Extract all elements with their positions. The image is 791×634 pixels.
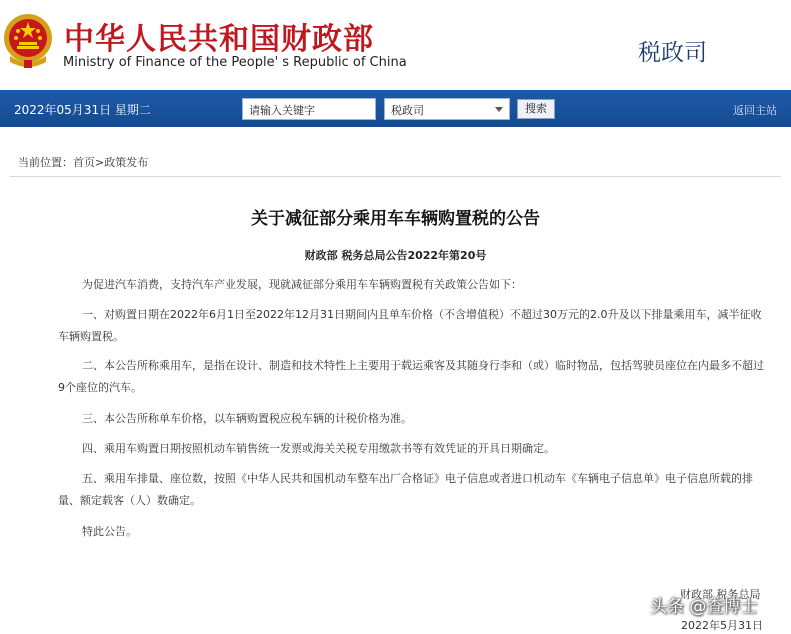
article-subtitle: 财政部 税务总局公告2022年第20号 [304,249,487,262]
breadcrumb [18,154,148,170]
article-title: 关于减征部分乘用车车辆购置税的公告 [251,209,540,229]
article-paragraph: 三、本公告所称单车价格，以车辆购置税应税车辆的计税价格为准。 [82,412,412,425]
article-paragraph: 五、乘用车排量、座位数，按照《中华人民共和国机动车整车出厂合格证》电子信息或者进口机动车《车辆电子信息单》电子信息所载的排量、额定载客（人）数确定。 [58,472,753,507]
breadcrumb-policy[interactable]: 政策发布 [104,156,149,169]
article-paragraph: 二、本公告所称乘用车，是指在设计、制造和技术特性上主要用于载运乘客及其随身行李和（或）临时物品，包括驾驶员座位在内最多不超过9个座位的汽车。 [58,359,764,394]
department-name: 税政司 [638,40,707,66]
divider [10,176,781,177]
home-link[interactable]: 返回主站 [733,104,777,117]
site-header [0,0,791,90]
breadcrumb-separator: > [95,156,105,169]
nav-bar [0,90,791,127]
signature-date: 2022年5月31日 [681,619,763,632]
signature-org: 财政部 税务总局 [680,588,761,601]
article-paragraph: 四、乘用车购置日期按照机动车销售统一发票或海关关税专用缴款书等有效凭证的开具日期确定。 [82,442,555,455]
current-date: 2022年05月31日 星期二 [14,103,151,117]
search-button[interactable]: 搜索 [517,99,555,119]
watermark: 头条 @查博士 [650,597,758,617]
search-input[interactable]: 请输入关键字 [242,98,376,120]
site-title-en: Ministry of Finance of the People' s Republic of China [63,55,407,70]
chevron-down-icon [495,107,503,112]
breadcrumb-prefix: 当前位置： [18,156,73,169]
article-paragraph: 为促进汽车消费，支持汽车产业发展，现就减征部分乘用车车辆购置税有关政策公告如下： [82,278,522,291]
site-title-cn: 中华人民共和国财政部 [64,22,374,57]
department-select[interactable] [384,98,510,120]
national-emblem-icon [2,10,54,70]
article-paragraph: 特此公告。 [82,525,137,538]
department-select-value: 税政司 [391,104,424,117]
article-paragraph: 一、对购置日期在2022年6月1日至2022年12月31日期间内且单车价格（不含增值税）不超过30万元的2.0升及以下排量乘用车，减半征收车辆购置税。 [58,308,762,343]
breadcrumb-home[interactable]: 首页 [73,156,95,169]
